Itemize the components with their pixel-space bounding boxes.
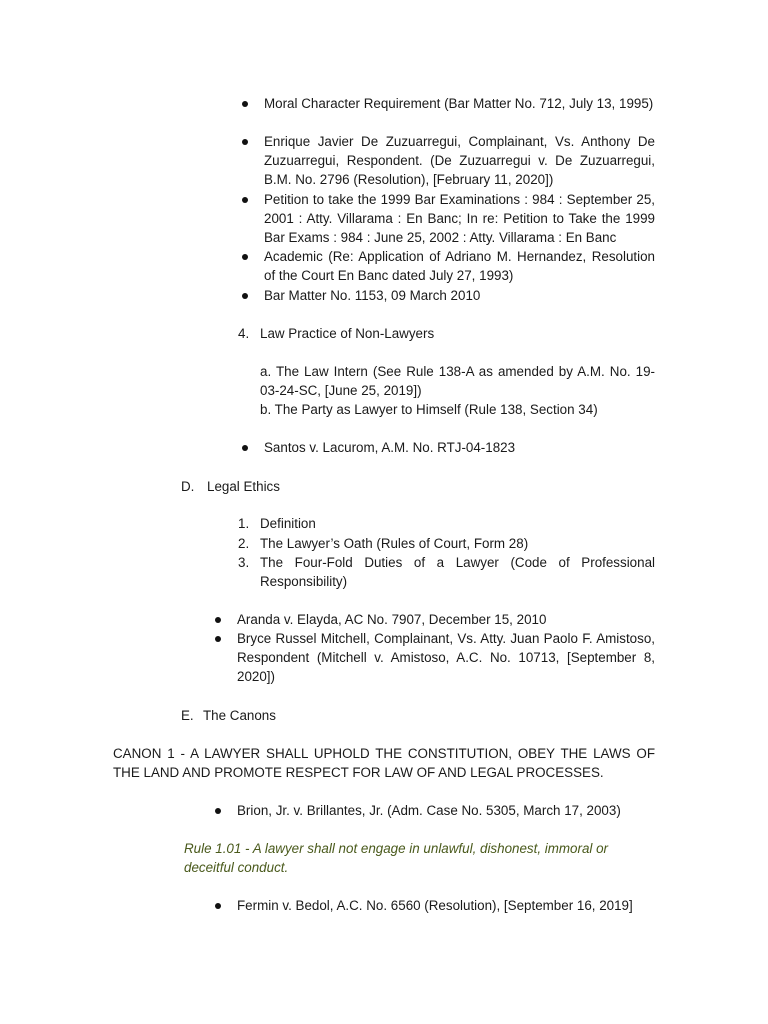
- section-heading-the-canons: The Canons: [203, 708, 276, 723]
- sub-item-law-intern: a. The Law Intern (See Rule 138-A as amended by A.M. No. 19-03-24-SC, [June 25, 2019]): [260, 364, 655, 399]
- list-item-fermin-v-bedol: Fermin v. Bedol, A.C. No. 6560 (Resolution), [September 16, 2019]: [237, 898, 633, 913]
- bullet-dot: [215, 636, 221, 642]
- bullet-dot: [242, 293, 248, 299]
- bullet-dot: [242, 197, 248, 203]
- bullet-dot: [242, 101, 248, 107]
- item-four-fold-duties: The Four-Fold Duties of a Lawyer (Code of Professional Responsibility): [260, 555, 655, 590]
- list-number: 4.: [238, 326, 250, 341]
- item-definition: Definition: [260, 516, 316, 531]
- rule-1-01-text: Rule 1.01 - A lawyer shall not engage in unlawful, dishonest, immoral or deceitful conduct.: [184, 841, 609, 876]
- bullet-dot: [215, 903, 221, 909]
- sub-item-party-as-lawyer: b. The Party as Lawyer to Himself (Rule 138, Section 34): [260, 402, 598, 417]
- item-law-practice-non-lawyers: Law Practice of Non-Lawyers: [260, 326, 435, 341]
- list-number: 3.: [238, 555, 250, 570]
- bullet-dot: [242, 139, 248, 145]
- list-item-santos-v-lacurom: Santos v. Lacurom, A.M. No. RTJ-04-1823: [264, 440, 516, 455]
- section-letter: D.: [181, 479, 195, 494]
- list-item-academic: Academic (Re: Application of Adriano M. Hernandez, Resolution of the Court En Banc dated July 27, 1993): [264, 249, 655, 284]
- list-item-petition-1999-bar: Petition to take the 1999 Bar Examinations : 984 : September 25, 2001 : Atty. Villarama : En Banc; In re: Petition to Take the 1999 Bar Exams : 984 : June 25, 2002 : Atty. Villarama : En Banc: [264, 192, 655, 246]
- list-item-brion-v-brillantes: Brion, Jr. v. Brillantes, Jr. (Adm. Case No. 5305, March 17, 2003): [237, 803, 621, 818]
- canon-1-heading: CANON 1 - A LAWYER SHALL UPHOLD THE CONSTITUTION, OBEY THE LAWS OF THE LAND AND PROMOTE RESPECT FOR LAW OF AND LEGAL PROCESSES.: [113, 746, 655, 781]
- list-item-aranda-v-elayda: Aranda v. Elayda, AC No. 7907, December 15, 2010: [237, 612, 547, 627]
- list-item-moral-character: Moral Character Requirement (Bar Matter No. 712, July 13, 1995): [264, 96, 654, 111]
- list-number: 1.: [238, 516, 250, 531]
- section-letter: E.: [181, 708, 194, 723]
- bullet-dot: [215, 617, 221, 623]
- bullet-dot: [215, 808, 221, 814]
- bullet-dot: [242, 254, 248, 260]
- list-item-de-zuzuarregui: Enrique Javier De Zuzuarregui, Complainant, Vs. Anthony De Zuzuarregui, Respondent. (De Zuzuarregui v. De Zuzuarregui, B.M. No. 2796 (Resolution), [February 11, 2020]): [264, 134, 655, 188]
- list-number: 2.: [238, 536, 250, 551]
- list-item-bar-matter-1153: Bar Matter No. 1153, 09 March 2010: [264, 288, 481, 303]
- section-heading-legal-ethics: Legal Ethics: [207, 479, 280, 494]
- bullet-dot: [242, 445, 248, 451]
- item-lawyers-oath: The Lawyer’s Oath (Rules of Court, Form 28): [260, 536, 529, 551]
- list-item-mitchell-v-amistoso: Bryce Russel Mitchell, Complainant, Vs. Atty. Juan Paolo F. Amistoso, Respondent (Mitchell v. Amistoso, A.C. No. 10713, [September 8, 2020]): [237, 631, 655, 685]
